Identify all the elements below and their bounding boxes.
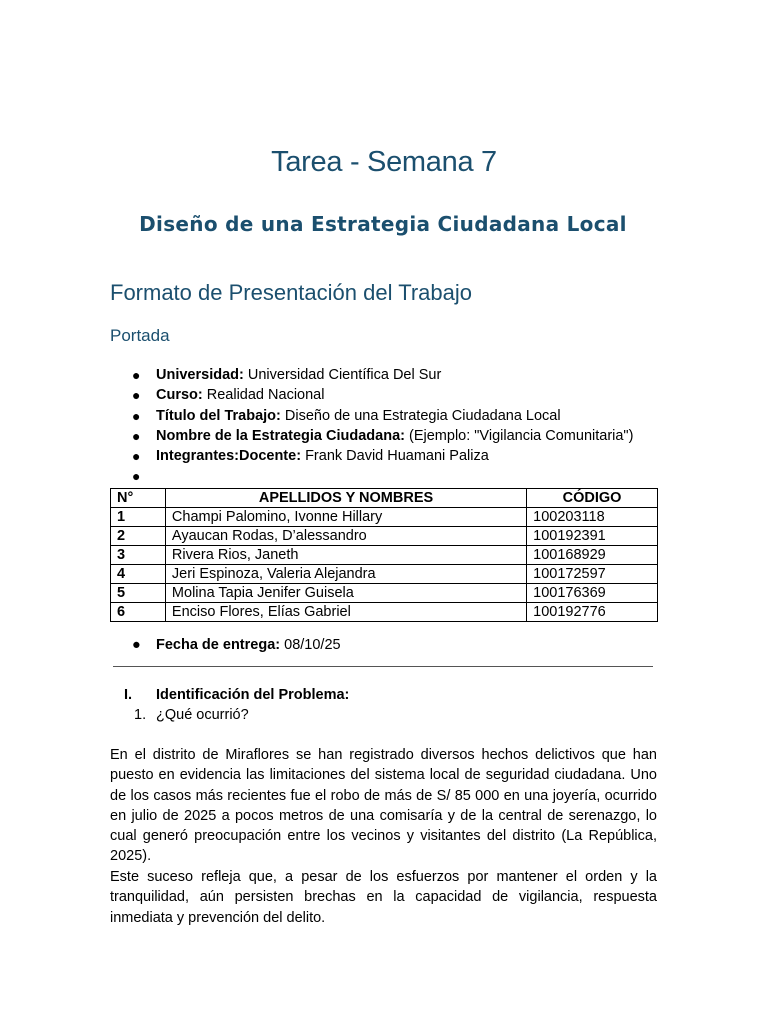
table-row	[111, 603, 658, 622]
cover-item-label: Título del Trabajo:	[156, 407, 281, 424]
document-subtitle: Diseño de una Estrategia Ciudadana Local	[139, 212, 627, 236]
row-number: 1	[111, 508, 166, 527]
cover-item-course	[110, 385, 670, 405]
row-number: 2	[111, 527, 166, 546]
row-name: Ayaucan Rodas, D’alessandro	[165, 527, 526, 546]
cover-item-work-title	[110, 406, 670, 426]
bullet-icon: ●	[132, 468, 141, 485]
bullet-icon: ●	[132, 637, 141, 653]
bullet-icon: ●	[132, 367, 141, 383]
section-heading: Formato de Presentación del Trabajo	[110, 280, 472, 305]
cover-item-university	[110, 365, 670, 385]
bullet-icon: ●	[132, 427, 141, 444]
cover-item-empty	[110, 466, 670, 486]
subsection-heading: Portada	[110, 326, 170, 345]
column-header-number: N°	[111, 489, 166, 508]
cover-item-teacher	[110, 446, 670, 466]
question-number: 1.	[134, 707, 147, 723]
body-paragraph-2: Este suceso refleja que, a pesar de los esfuerzos por mantener el orden y la tranquilidad, aún persisten brechas en la capacidad de vigilancia, respuesta inmediata y prevención del delito.	[110, 869, 657, 926]
row-code: 100172597	[527, 565, 658, 584]
cover-item-value: Frank David Huamani Paliza	[305, 448, 489, 465]
row-code: 100203118	[527, 508, 658, 527]
section-title: Identificación del Problema:	[156, 687, 350, 703]
cover-item-label: Integrantes:Docente:	[156, 448, 302, 465]
table-row	[111, 546, 658, 565]
table-row	[111, 584, 658, 603]
row-number: 6	[111, 603, 166, 622]
section-numeral: I.	[124, 687, 133, 703]
row-code: 100192391	[527, 527, 658, 546]
bullet-icon: ●	[132, 387, 141, 404]
cover-item-label: Curso:	[156, 387, 203, 404]
delivery-label: Fecha de entrega:	[156, 637, 281, 653]
row-number: 5	[111, 584, 166, 603]
table-row	[111, 565, 658, 584]
row-name: Champi Palomino, Ivonne Hillary	[165, 508, 526, 527]
cover-item-label: Nombre de la Estrategia Ciudadana:	[156, 427, 405, 444]
cover-item-value: Realidad Nacional	[206, 387, 325, 404]
cover-list	[110, 365, 670, 487]
bullet-icon: ●	[132, 407, 141, 424]
table-header-row	[111, 489, 658, 508]
cover-item-value: (Ejemplo: "Vigilancia Comunitaria")	[409, 427, 634, 444]
cover-item-label: Universidad:	[156, 367, 244, 383]
row-code: 100168929	[527, 546, 658, 565]
members-table	[110, 488, 658, 622]
cover-item-value: Universidad Científica Del Sur	[247, 367, 442, 383]
row-name: Enciso Flores, Elías Gabriel	[165, 603, 526, 622]
column-header-code: CÓDIGO	[527, 489, 658, 508]
document-title: Tarea - Semana 7	[271, 146, 497, 178]
row-code: 100176369	[527, 584, 658, 603]
row-name: Jeri Espinoza, Valeria Alejandra	[165, 565, 526, 584]
delivery-date: 08/10/25	[284, 637, 341, 653]
row-name: Rivera Rios, Janeth	[165, 546, 526, 565]
row-number: 3	[111, 546, 166, 565]
bullet-icon: ●	[132, 448, 141, 465]
delivery-item	[110, 635, 341, 655]
cover-item-strategy-name	[110, 426, 670, 446]
delivery-list	[110, 635, 341, 655]
body-paragraph-1: En el distrito de Miraflores se han registrado diversos hechos delictivos que han puesto en evidencia las limitaciones del sistema local de seguridad ciudadana. Uno de los casos más recientes fue el robo de más de S/ 85 000 en una joyería, ocurrido en julio de 2025 a pocos metros de una comisaría y de la central de serenazgo, lo cual generó preocupación entre los vecinos y visitantes del distrito (La República, 2025).	[110, 747, 657, 865]
row-code: 100192776	[527, 603, 658, 622]
row-name: Molina Tapia Jenifer Guisela	[165, 584, 526, 603]
question-text: ¿Qué ocurrió?	[156, 707, 249, 723]
row-number: 4	[111, 565, 166, 584]
horizontal-divider	[113, 666, 653, 667]
column-header-names: APELLIDOS Y NOMBRES	[165, 489, 526, 508]
table-row	[111, 508, 658, 527]
table-row	[111, 527, 658, 546]
cover-item-value: Diseño de una Estrategia Ciudadana Local	[284, 407, 561, 424]
